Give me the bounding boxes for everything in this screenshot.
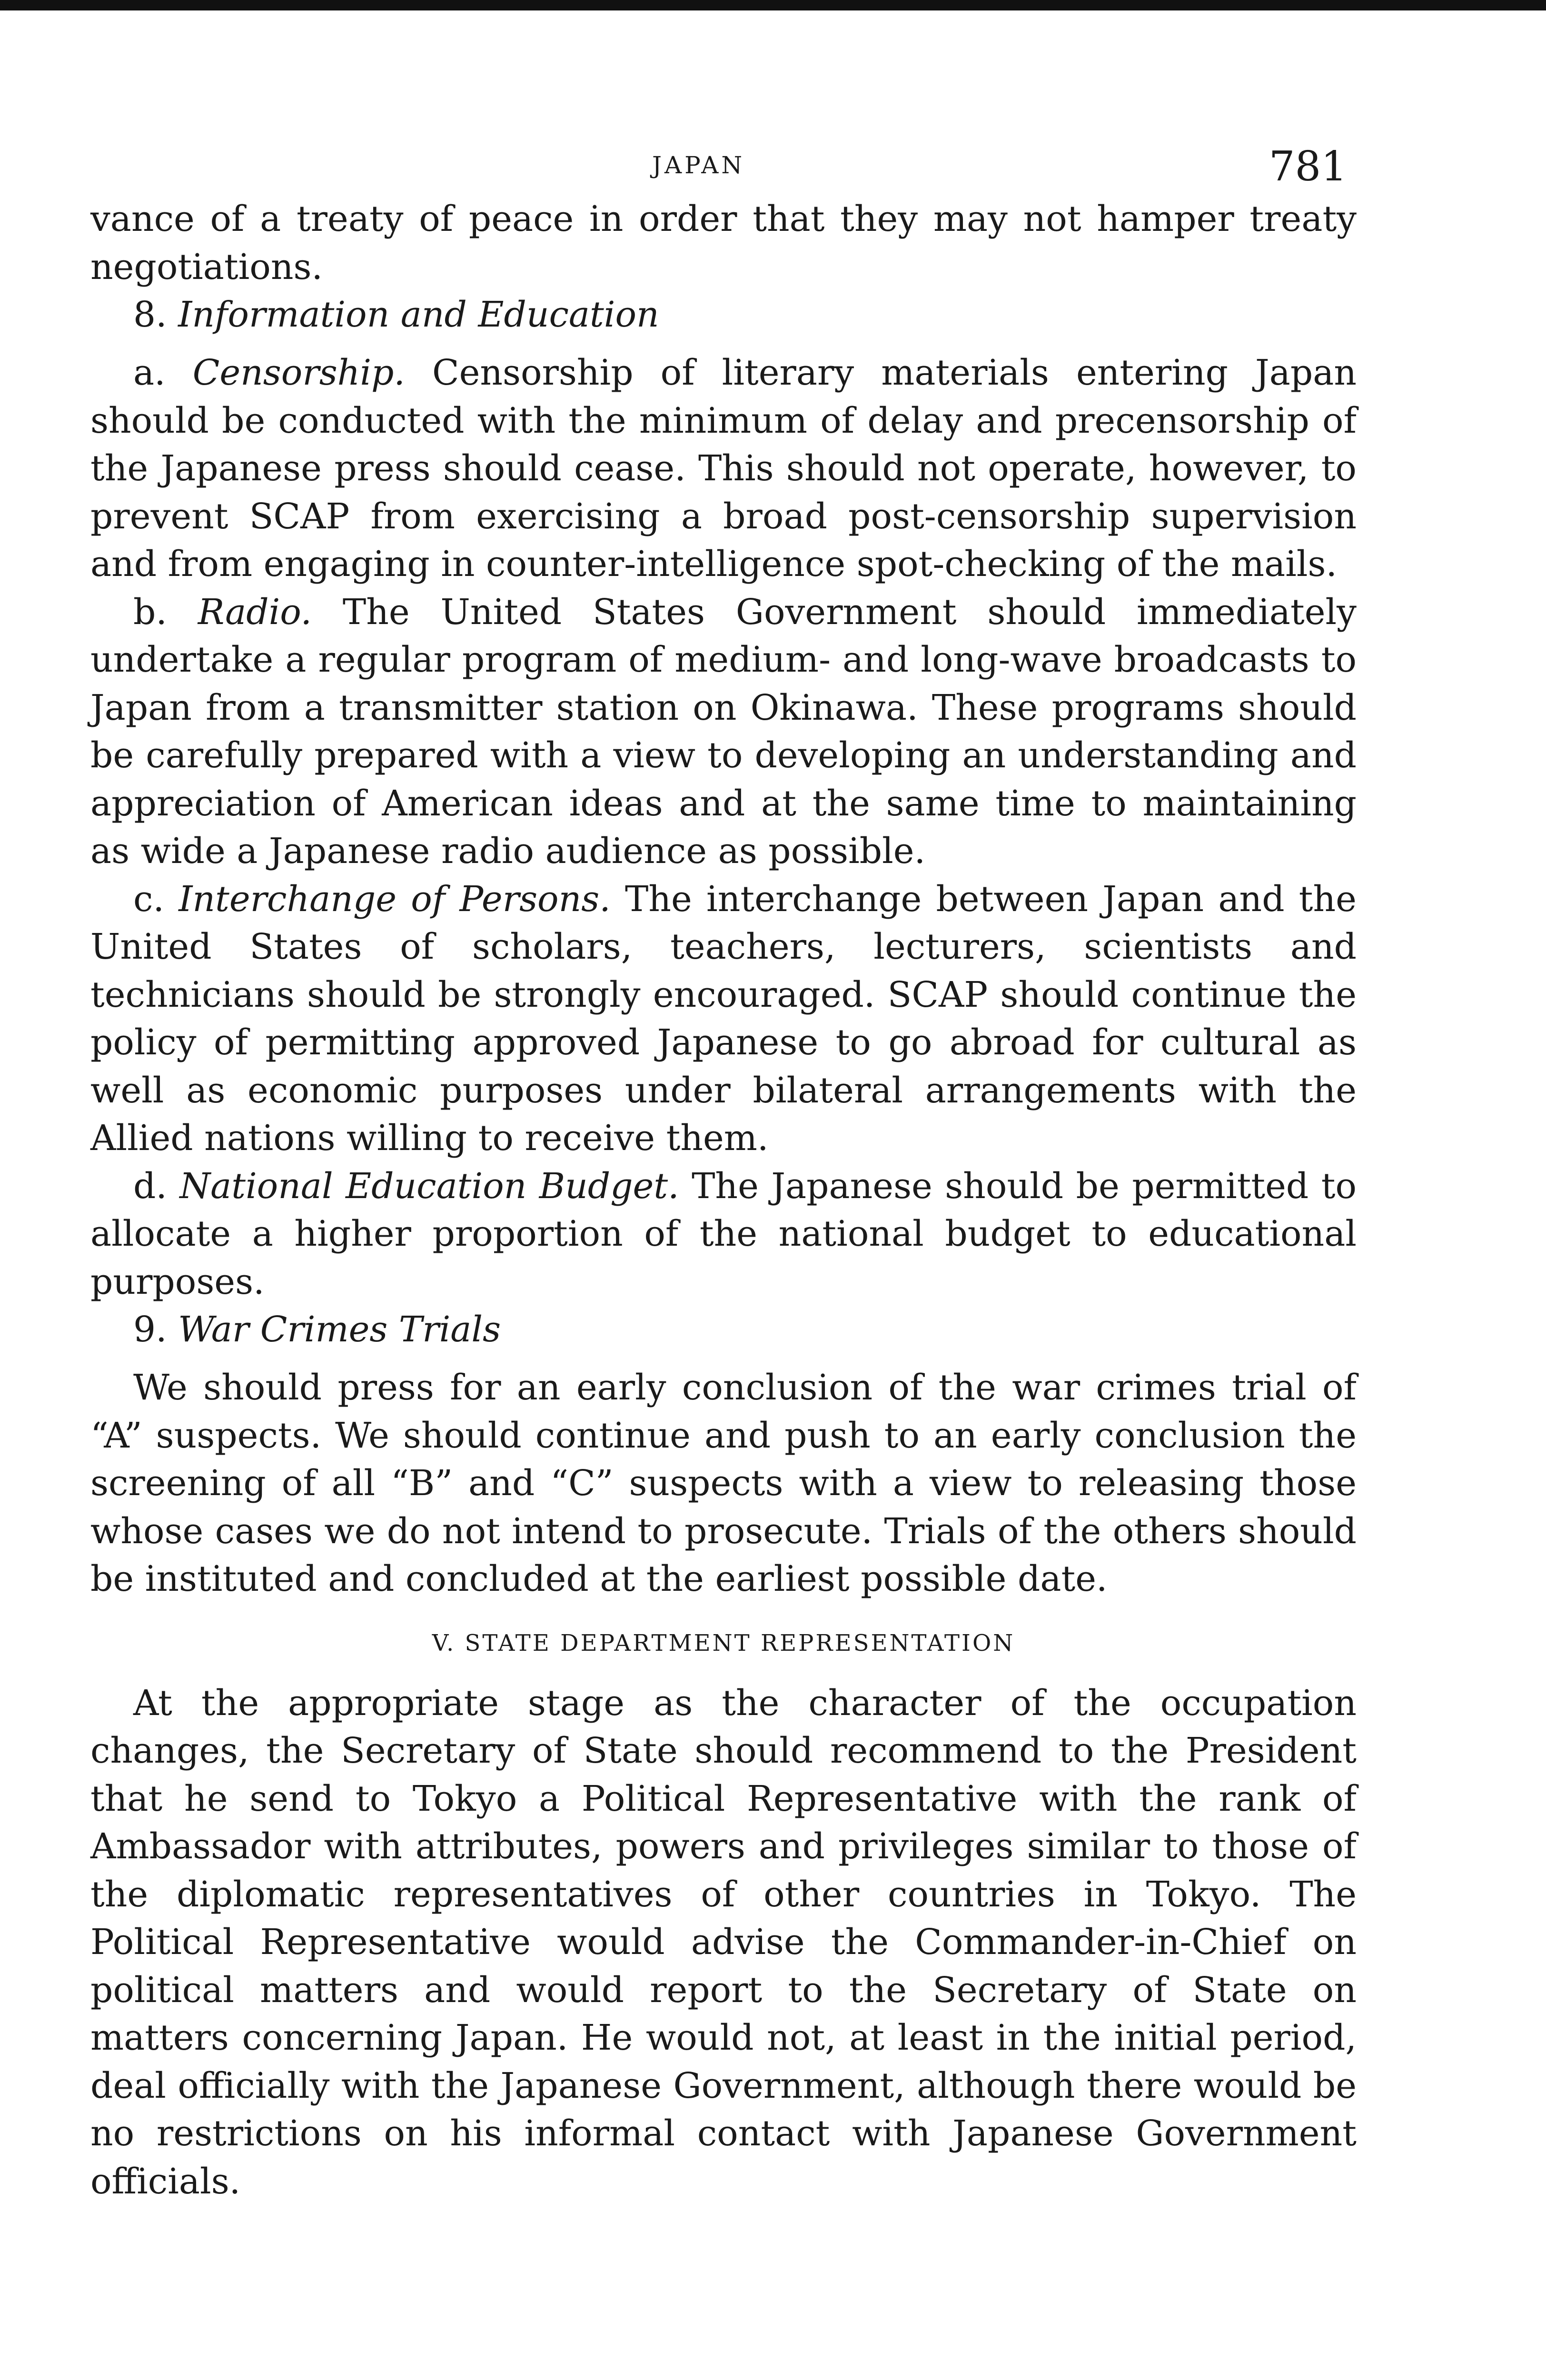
item-c-label: Interchange of Persons. xyxy=(178,878,611,920)
item-b-radio xyxy=(90,588,1357,875)
body-text xyxy=(90,195,1357,2205)
item-b-label: Radio. xyxy=(198,591,312,633)
item-d-label: National Education Budget. xyxy=(179,1165,679,1207)
continuation-paragraph: vance of a treaty of peace in order that they may not hamper treaty negotiations. xyxy=(90,198,1357,288)
section-9-number: 9. xyxy=(133,1309,167,1350)
item-b-prefix: b. xyxy=(133,591,167,633)
top-border-rule xyxy=(0,0,1546,10)
item-d-budget xyxy=(90,1162,1357,1306)
document-page xyxy=(90,143,1357,2205)
item-c-prefix: c. xyxy=(133,878,164,920)
item-a-text: Censorship of literary materials entering Japan should be conducted with the minimum of delay and precensorship of the Japanese press should cease. This should not operate, however, to prevent SCAP from exercising a broad post-censorship supervision and from engaging in counter-intelligence spot-checking of the mails. xyxy=(90,352,1357,585)
section-8-title: Information and Education xyxy=(178,294,659,335)
section-8-number: 8. xyxy=(133,294,167,335)
section-9-paragraph: We should press for an early conclusion of the war crimes trial of “A” suspects. We should continue and push to an early conclusion the screening of all “B” and “C” suspects with a view to releasing those whose cases we do not intend to prosecute. Trials of the others should be instituted and concluded at the earliest possible date. xyxy=(90,1367,1357,1599)
item-a-label: Censorship. xyxy=(192,352,405,393)
item-c-text: The interchange between Japan and the United States of scholars, teachers, lecturers, scientists and technicians should be strongly encouraged. SCAP should continue the policy of permitting approved Japanese to go abroad for cultural as well as economic purposes under bilateral arrangements with the Allied nations willing to receive them. xyxy=(90,878,1357,1159)
running-head xyxy=(90,143,1357,195)
section-9-title: War Crimes Trials xyxy=(178,1309,501,1350)
running-title: JAPAN xyxy=(652,151,745,179)
item-a-prefix: a. xyxy=(133,352,166,393)
page-number: 781 xyxy=(1269,143,1347,190)
section-8-heading xyxy=(90,291,1357,338)
item-d-prefix: d. xyxy=(133,1165,167,1207)
section-v-heading: V. STATE DEPARTMENT REPRESENTATION xyxy=(432,1629,1015,1656)
item-c-interchange xyxy=(90,875,1357,1162)
section-9-heading xyxy=(90,1306,1357,1353)
item-b-text: The United States Government should immediately undertake a regular program of medium- and long-wave broadcasts to Japan from a transmitter station on Okinawa. These programs should be carefully prepared with a view to developing an understanding and appreciation of American ideas and at the same time to maintaining as wide a Japanese radio audience as possible. xyxy=(90,591,1357,872)
section-v-paragraph: At the appropriate stage as the character of the occupation changes, the Secretary of State should recommend to the President that he send to Tokyo a Political Representative with the rank of Ambassador with attributes, powers and privileges similar to those of the diplomatic representatives of other countries in Tokyo. The Political Representative would advise the Commander-in-Chief on political matters and would report to the Secretary of State on matters concerning Japan. He would not, at least in the initial period, deal officially with the Japanese Government, although there would be no restrictions on his informal contact with Japanese Government officials. xyxy=(90,1682,1357,2202)
item-a-censorship xyxy=(90,349,1357,588)
item-d-text: The Japanese should be permitted to allocate a higher proportion of the national budget to educational purposes. xyxy=(90,1165,1357,1302)
